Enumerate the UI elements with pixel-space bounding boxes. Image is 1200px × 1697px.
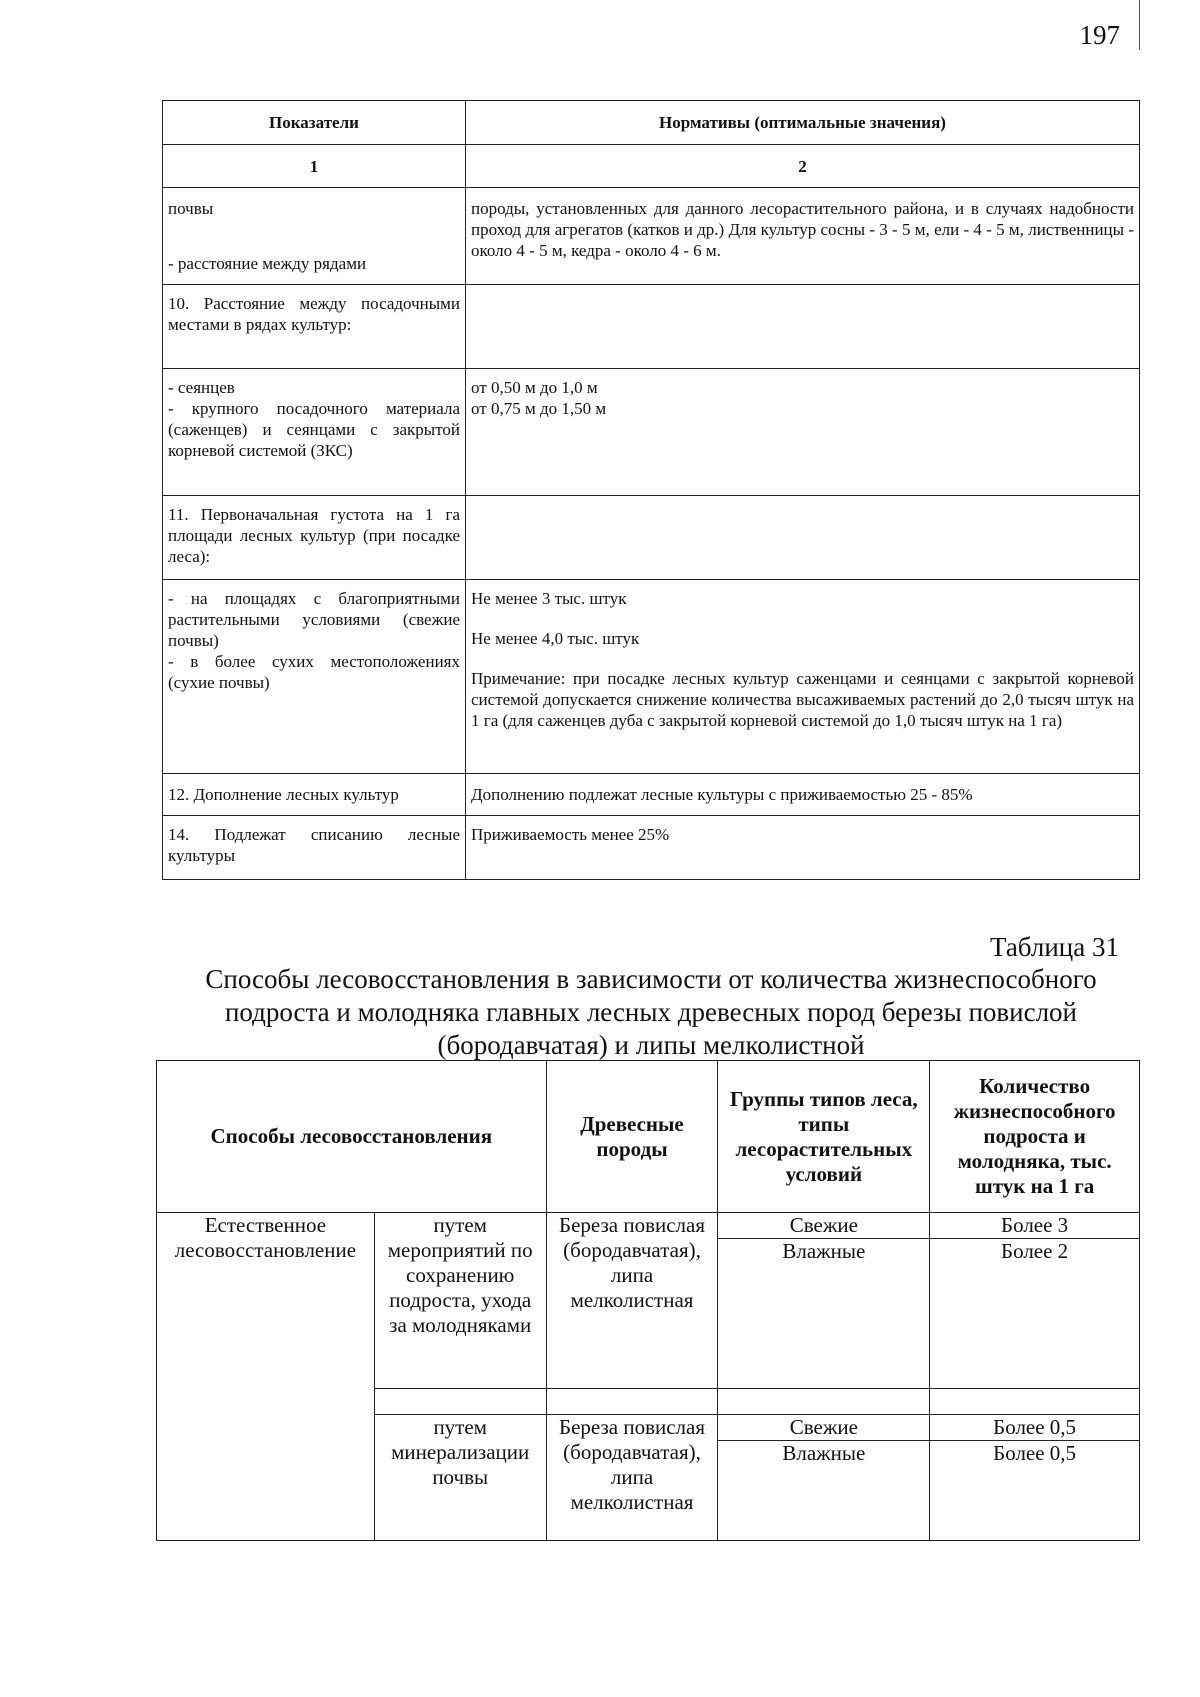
- type-cell: Влажные: [718, 1239, 930, 1389]
- row-value: Приживаемость менее 25%: [471, 825, 670, 844]
- header-amount: Количество жизнеспособного подроста и молодняка, тыс. штук на 1 га: [930, 1061, 1140, 1213]
- table-row: [163, 496, 1140, 580]
- row-value: Не менее 3 тыс. штук: [471, 589, 627, 608]
- table-row: [163, 285, 1140, 369]
- row-label: - сеянцев: [168, 378, 235, 397]
- row-value: от 0,50 м до 1,0 м: [471, 378, 598, 397]
- row-label: - в более сухих местоположениях (сухие почвы): [168, 652, 460, 692]
- row-label: 11. Первоначальная густота на 1 га площади лесных культур (при посадке леса):: [168, 505, 460, 566]
- type-cell: Свежие: [718, 1415, 930, 1441]
- table-title: Способы лесовосстановления в зависимости от количества жизнеспособного подроста и молодняка главных лесных древесных пород березы повислой (бородавчатая) и липы мелколистной: [205, 964, 1097, 1060]
- reforestation-table: [156, 1060, 1140, 1541]
- row-note: Примечание: при посадке лесных культур саженцами и сеянцами с закрытой корневой системой допускается снижение количества высаживаемых растений до 2,0 тысяч штук на 1 га (для саженцев дуба с закрытой корневой системой до 1,0 тысяч штук на 1 га): [471, 669, 1134, 730]
- header-forest-types: Группы типов леса, типы лесорастительных условий: [718, 1061, 930, 1213]
- table-row: [163, 369, 1140, 496]
- table-row: [163, 774, 1140, 816]
- header-methods: Способы лесовосстановления: [157, 1061, 547, 1213]
- type-cell: Свежие: [718, 1213, 930, 1239]
- row-label: 10. Расстояние между посадочными местами в рядах культур:: [168, 294, 460, 334]
- row-label: 14. Подлежат списанию лесные культуры: [168, 825, 460, 865]
- row-label: - расстояние между рядами: [168, 254, 367, 273]
- row-label: 12. Дополнение лесных культур: [168, 785, 399, 804]
- row-value: Не менее 4,0 тыс. штук: [471, 629, 640, 648]
- way-cell: путем мероприятий по сохранению подроста, ухода за молодняками: [374, 1213, 546, 1389]
- margin-line: [1139, 0, 1140, 50]
- row-value: Дополнению подлежат лесные культуры с приживаемостью 25 - 85%: [471, 785, 973, 804]
- species-cell: Береза повислая (бородавчатая), липа мелколистная: [546, 1415, 718, 1541]
- table-row: [157, 1213, 1140, 1239]
- page-number: 197: [1079, 20, 1120, 50]
- row-value: породы, установленных для данного лесорастительного района, и в случаях надобности проход для агрегатов (катков и др.) Для культур сосны - 3 - 5 м, ели - 4 - 5 м, лиственницы - около 4 - 5 м, кедра - около 4 - 6 м.: [471, 199, 1134, 260]
- table-row: [163, 816, 1140, 880]
- row-label: - на площадях с благоприятными растительными условиями (свежие почвы): [168, 589, 460, 650]
- table-label: Таблица 31: [990, 932, 1119, 962]
- col-number-2: 2: [466, 145, 1140, 188]
- header-species: Древесные породы: [546, 1061, 718, 1213]
- amount-cell: Более 0,5: [930, 1415, 1140, 1441]
- method-cell: Естественное лесовосстановление: [157, 1213, 375, 1541]
- amount-cell: Более 2: [930, 1239, 1140, 1389]
- row-label: - крупного посадочного материала (саженцев) и сеянцами с закрытой корневой системой (ЗКС): [168, 399, 460, 460]
- type-cell: Влажные: [718, 1441, 930, 1541]
- standards-table: [162, 100, 1140, 880]
- amount-cell: Более 0,5: [930, 1441, 1140, 1541]
- header-standards: Нормативы (оптимальные значения): [466, 101, 1140, 145]
- way-cell: путем минерализации почвы: [374, 1415, 546, 1541]
- row-value: от 0,75 м до 1,50 м: [471, 399, 607, 418]
- species-cell: Береза повислая (бородавчатая), липа мелколистная: [546, 1213, 718, 1389]
- row-label: почвы: [168, 199, 214, 218]
- col-number-1: 1: [163, 145, 466, 188]
- table-row: [163, 580, 1140, 774]
- header-indicators: Показатели: [163, 101, 466, 145]
- amount-cell: Более 3: [930, 1213, 1140, 1239]
- table-row: [163, 188, 1140, 285]
